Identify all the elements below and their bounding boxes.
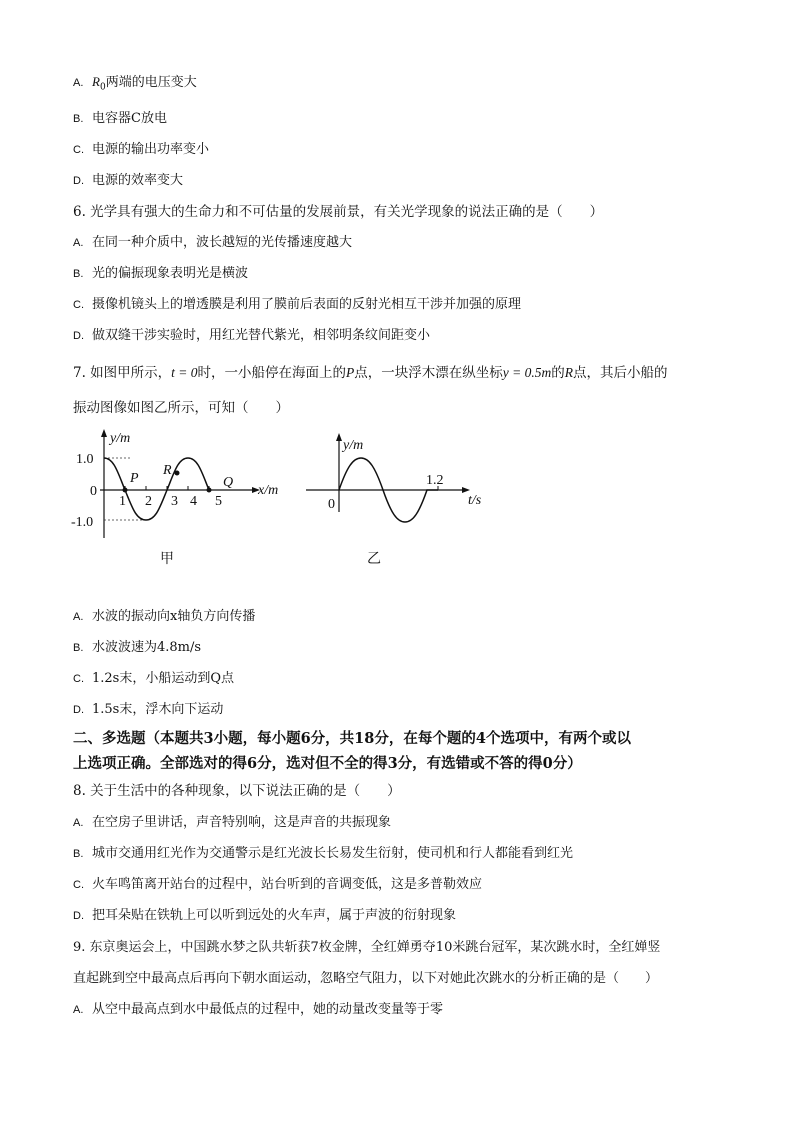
wave-curve	[104, 458, 209, 520]
q5-option-c	[73, 141, 209, 159]
q6-option-a	[73, 234, 352, 252]
option-label: D.	[73, 330, 84, 342]
option-label: A.	[73, 77, 84, 89]
option-label: C.	[73, 879, 84, 891]
option-label: B.	[73, 268, 84, 280]
t-axis-label: t/s	[468, 493, 482, 508]
option-label: D.	[73, 910, 84, 922]
x-tick-5: 5	[215, 494, 222, 509]
y-axis-label: y/m	[110, 431, 131, 446]
y-axis-arrow	[336, 433, 342, 441]
q7-stem-line1	[73, 364, 668, 382]
option-label: B.	[73, 642, 84, 654]
t-tick-label: 1.2	[426, 473, 444, 488]
option-text: 两端的电压变大	[105, 75, 197, 90]
y-tick-top: 1.0	[76, 452, 94, 467]
r0-symbol: R	[92, 74, 100, 89]
q9-option-a	[73, 1001, 443, 1019]
q7-option-d	[73, 701, 223, 719]
y-axis-arrow	[101, 429, 107, 437]
q5-option-b	[73, 110, 167, 128]
option-label: A.	[73, 817, 84, 829]
option-text: 做双缝干涉实验时，用红光替代紫光，相邻明条纹间距变小	[92, 328, 431, 343]
caption-jia: 甲	[160, 551, 174, 567]
q6-stem: 6. 光学具有强大的生命力和不可估量的发展前景，有关光学现象的说法正确的是（ ）	[73, 204, 604, 220]
x-tick-3: 3	[171, 494, 178, 509]
q7-option-b	[73, 639, 201, 657]
q8-option-d	[73, 907, 456, 925]
option-text: 火车鸣笛离开站台的过程中，站台听到的音调变低，这是多普勒效应	[92, 877, 483, 892]
q7-option-c	[73, 670, 234, 688]
option-text: 水波波速为4.8m/s	[92, 640, 202, 655]
stem-text: 时，一小船停在海面上的	[197, 365, 347, 381]
label-q: Q	[223, 475, 234, 490]
point-q-dot	[207, 488, 212, 493]
point-p: P	[346, 365, 355, 380]
option-text: 在同一种介质中，波长越短的光传播速度越大	[92, 235, 353, 250]
q8-stem: 8. 关于生活中的各种现象，以下说法正确的是（ ）	[73, 783, 401, 799]
y-equation: y = 0.5m	[502, 365, 552, 380]
q8-option-a	[73, 814, 391, 832]
q8-option-c	[73, 876, 482, 894]
origin-label: 0	[328, 497, 335, 512]
option-label: B.	[73, 113, 84, 125]
y-tick-bottom: -1.0	[71, 515, 94, 530]
q6-option-b	[73, 265, 248, 283]
point-p-dot	[123, 488, 128, 493]
label-p: P	[130, 471, 139, 486]
caption-yi: 乙	[367, 551, 381, 567]
option-text: 1.5s末，浮木向下运动	[92, 702, 224, 717]
option-label: A.	[73, 237, 84, 249]
y-axis-label: y/m	[343, 438, 364, 453]
q9-stem-line1: 9. 东京奥运会上，中国跳水梦之队共斩获7枚金牌，全红婵勇夺10米跳台冠军，某次跳水时，全红婵竖	[73, 940, 661, 955]
stem-text: 点，一块浮木漂在纵坐标	[354, 365, 503, 381]
q5-option-d	[73, 172, 183, 190]
option-text: 电容器C放电	[92, 111, 167, 126]
time-equation: t = 0	[171, 365, 198, 380]
stem-text: 点，其后小船的	[573, 365, 668, 381]
q6-option-c	[73, 296, 521, 314]
option-label: C.	[73, 144, 84, 156]
option-text: 水波的振动向x轴负方向传播	[92, 609, 256, 624]
figure-yi-vibration	[306, 428, 506, 548]
option-text: 摄像机镜头上的增透膜是利用了膜前后表面的反射光相互干涉并加强的原理	[92, 297, 522, 312]
q9-stem-line2: 直起跳到空中最高点后再向下朝水面运动，忽略空气阻力，以下对她此次跳水的分析正确的是（ ）	[73, 971, 659, 986]
q8-option-b	[73, 845, 573, 863]
option-label: C.	[73, 299, 84, 311]
section-heading-line1: 二、多选题（本题共3小题，每小题6分，共18分，在每个题的4个选项中，有两个或以	[73, 730, 631, 747]
q7-stem-line2: 振动图像如图乙所示，可知（ ）	[73, 400, 289, 416]
option-label: A.	[73, 1004, 84, 1016]
x-tick-4: 4	[190, 494, 197, 509]
option-text: 把耳朵贴在铁轨上可以听到远处的火车声，属于声波的衍射现象	[92, 908, 457, 923]
stem-text: 7. 如图甲所示，	[73, 365, 172, 381]
option-label: D.	[73, 704, 84, 716]
x-tick-1: 1	[119, 494, 126, 509]
point-r: R	[564, 365, 574, 380]
q5-option-a	[73, 73, 197, 97]
q6-option-d	[73, 327, 430, 345]
option-text: 1.2s末，小船运动到Q点	[92, 671, 235, 686]
option-text: 光的偏振现象表明光是横波	[92, 266, 249, 281]
r0-subscript: 0	[99, 82, 106, 93]
option-text: 电源的效率变大	[92, 173, 184, 188]
option-label: C.	[73, 673, 84, 685]
section-heading-line2: 上选项正确。全部选对的得6分，选对但不全的得3分，有选错或不答的得0分）	[73, 755, 582, 772]
option-label: B.	[73, 848, 84, 860]
q7-option-a	[73, 608, 255, 626]
option-label: A.	[73, 611, 84, 623]
x-tick-2: 2	[145, 494, 152, 509]
option-label: D.	[73, 175, 84, 187]
option-text: 从空中最高点到水中最低点的过程中，她的动量改变量等于零	[92, 1002, 444, 1017]
option-text: 城市交通用红光作为交通警示是红光波长长易发生衍射，使司机和行人都能看到红光	[92, 846, 574, 861]
x-axis-label: x/m	[258, 483, 279, 498]
label-r: R	[163, 463, 172, 478]
point-r-dot	[175, 471, 180, 476]
y-tick-zero: 0	[90, 484, 97, 499]
option-text: 电源的输出功率变小	[92, 142, 210, 157]
option-text: 在空房子里讲话，声音特别响，这是声音的共振现象	[92, 815, 392, 830]
stem-text: 的	[551, 365, 565, 381]
